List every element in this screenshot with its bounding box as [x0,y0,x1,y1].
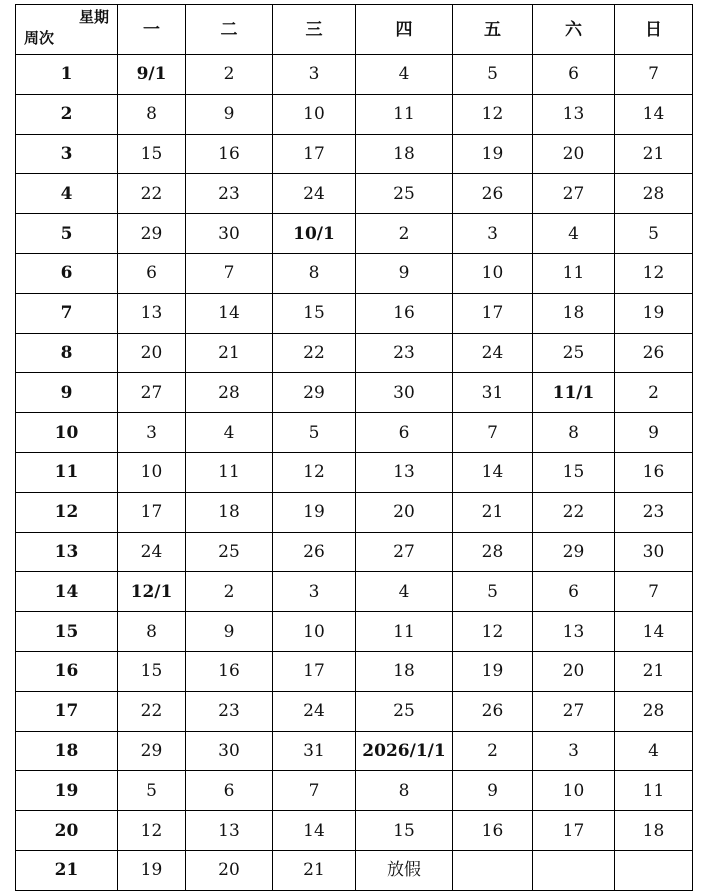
date-cell: 7 [615,572,693,612]
day-header-fri: 五 [453,5,533,55]
date-cell: 20 [186,850,273,890]
date-cell: 25 [186,532,273,572]
week-number-cell: 2 [16,94,118,134]
date-cell: 10 [533,771,615,811]
day-header-sun: 日 [615,5,693,55]
date-cell: 2 [186,572,273,612]
date-cell: 15 [533,452,615,492]
table-row [16,771,693,811]
day-header-sat: 六 [533,5,615,55]
date-cell: 9/1 [118,55,186,95]
date-cell: 30 [356,373,453,413]
date-cell [533,850,615,890]
date-cell: 28 [186,373,273,413]
date-cell: 9 [615,413,693,453]
date-cell: 11 [356,612,453,652]
date-cell: 17 [273,134,356,174]
week-number-cell: 20 [16,811,118,851]
date-cell: 19 [118,850,186,890]
table-row [16,572,693,612]
date-cell: 17 [273,651,356,691]
date-cell: 9 [356,253,453,293]
date-cell: 22 [273,333,356,373]
date-cell: 11/1 [533,373,615,413]
table-row [16,651,693,691]
week-number-cell: 11 [16,452,118,492]
date-cell: 25 [356,174,453,214]
date-cell: 21 [453,492,533,532]
date-cell: 6 [356,413,453,453]
date-cell: 15 [273,293,356,333]
date-cell: 8 [273,253,356,293]
date-cell: 29 [273,373,356,413]
date-cell: 10 [273,612,356,652]
date-cell: 8 [118,94,186,134]
date-cell: 8 [533,413,615,453]
date-cell: 30 [615,532,693,572]
date-cell: 20 [533,651,615,691]
date-cell: 11 [533,253,615,293]
date-cell: 27 [533,174,615,214]
date-cell: 31 [453,373,533,413]
date-cell: 17 [533,811,615,851]
date-cell: 14 [615,94,693,134]
calendar-body [16,5,693,891]
date-cell: 16 [356,293,453,333]
date-cell: 6 [533,572,615,612]
date-cell: 21 [615,134,693,174]
date-cell: 20 [118,333,186,373]
date-cell: 12 [118,811,186,851]
date-cell: 10/1 [273,214,356,254]
date-cell: 15 [118,134,186,174]
date-cell: 26 [615,333,693,373]
date-cell: 11 [356,94,453,134]
table-row [16,134,693,174]
week-number-cell: 3 [16,134,118,174]
week-number-corner-label: 周次 [24,29,55,47]
date-cell: 4 [356,572,453,612]
week-number-cell: 19 [16,771,118,811]
table-row [16,811,693,851]
date-cell: 12/1 [118,572,186,612]
date-cell: 9 [186,94,273,134]
date-cell: 16 [186,134,273,174]
date-cell: 5 [615,214,693,254]
date-cell: 19 [615,293,693,333]
date-cell: 2 [356,214,453,254]
date-cell: 29 [533,532,615,572]
date-cell: 15 [356,811,453,851]
date-cell: 22 [118,174,186,214]
week-number-cell: 8 [16,333,118,373]
date-cell: 24 [453,333,533,373]
date-cell: 11 [615,771,693,811]
table-row [16,174,693,214]
table-row [16,731,693,771]
date-cell: 14 [273,811,356,851]
table-row [16,413,693,453]
date-cell: 4 [186,413,273,453]
date-cell: 13 [533,612,615,652]
weekday-corner-label: 星期 [78,8,109,26]
week-number-cell: 9 [16,373,118,413]
table-row [16,452,693,492]
date-cell: 6 [118,253,186,293]
week-number-cell: 16 [16,651,118,691]
date-cell: 7 [453,413,533,453]
date-cell: 18 [186,492,273,532]
date-cell: 12 [615,253,693,293]
date-cell: 13 [533,94,615,134]
date-cell: 10 [273,94,356,134]
date-cell: 28 [615,691,693,731]
date-cell: 2 [186,55,273,95]
date-cell: 14 [453,452,533,492]
date-cell: 12 [453,94,533,134]
table-row [16,691,693,731]
date-cell: 3 [533,731,615,771]
date-cell: 22 [118,691,186,731]
date-cell: 31 [273,731,356,771]
date-cell: 18 [356,134,453,174]
date-cell: 6 [186,771,273,811]
date-cell: 25 [533,333,615,373]
week-number-cell: 1 [16,55,118,95]
holiday-note-cell: 放假 [356,850,453,890]
date-cell: 22 [533,492,615,532]
date-cell: 23 [356,333,453,373]
date-cell: 24 [273,691,356,731]
day-header-mon: 一 [118,5,186,55]
week-number-cell: 18 [16,731,118,771]
week-number-cell: 6 [16,253,118,293]
date-cell: 3 [453,214,533,254]
date-cell [453,850,533,890]
header-row [16,5,693,55]
date-cell: 26 [453,691,533,731]
table-row [16,333,693,373]
date-cell: 12 [453,612,533,652]
date-cell: 4 [615,731,693,771]
week-number-cell: 4 [16,174,118,214]
semester-calendar-table [15,4,693,891]
table-row [16,612,693,652]
date-cell: 20 [356,492,453,532]
table-row [16,850,693,890]
date-cell: 14 [186,293,273,333]
week-number-cell: 5 [16,214,118,254]
week-number-cell: 21 [16,850,118,890]
date-cell [615,850,693,890]
date-cell: 26 [453,174,533,214]
date-cell: 27 [118,373,186,413]
date-cell: 27 [533,691,615,731]
date-cell: 30 [186,731,273,771]
date-cell: 14 [615,612,693,652]
date-cell: 16 [453,811,533,851]
date-cell: 28 [453,532,533,572]
date-cell: 9 [453,771,533,811]
date-cell: 24 [118,532,186,572]
date-cell: 23 [615,492,693,532]
date-cell: 9 [186,612,273,652]
table-row [16,253,693,293]
date-cell: 21 [273,850,356,890]
date-cell: 16 [186,651,273,691]
day-header-tue: 二 [186,5,273,55]
week-number-cell: 13 [16,532,118,572]
week-number-cell: 7 [16,293,118,333]
date-cell: 15 [118,651,186,691]
date-cell: 24 [273,174,356,214]
date-cell: 13 [118,293,186,333]
date-cell: 5 [453,55,533,95]
date-cell: 7 [615,55,693,95]
date-cell: 4 [356,55,453,95]
date-cell: 21 [615,651,693,691]
date-cell: 30 [186,214,273,254]
date-cell: 2 [453,731,533,771]
date-cell: 8 [356,771,453,811]
table-row [16,214,693,254]
week-number-cell: 15 [16,612,118,652]
week-number-cell: 10 [16,413,118,453]
date-cell: 2 [615,373,693,413]
date-cell: 18 [356,651,453,691]
week-number-cell: 12 [16,492,118,532]
corner-header-cell [16,5,118,55]
week-number-cell: 14 [16,572,118,612]
date-cell: 17 [118,492,186,532]
date-cell: 11 [186,452,273,492]
table-row [16,55,693,95]
table-row [16,373,693,413]
date-cell: 17 [453,293,533,333]
day-header-thu: 四 [356,5,453,55]
date-cell: 4 [533,214,615,254]
date-cell: 25 [356,691,453,731]
date-cell: 16 [615,452,693,492]
date-cell: 20 [533,134,615,174]
date-cell: 29 [118,214,186,254]
table-row [16,293,693,333]
table-row [16,532,693,572]
date-cell: 8 [118,612,186,652]
date-cell: 5 [273,413,356,453]
date-cell: 2026/1/1 [356,731,453,771]
table-row [16,94,693,134]
date-cell: 3 [273,572,356,612]
date-cell: 19 [273,492,356,532]
date-cell: 19 [453,651,533,691]
date-cell: 18 [615,811,693,851]
date-cell: 23 [186,691,273,731]
date-cell: 12 [273,452,356,492]
date-cell: 10 [118,452,186,492]
date-cell: 5 [118,771,186,811]
date-cell: 3 [273,55,356,95]
date-cell: 13 [186,811,273,851]
date-cell: 6 [533,55,615,95]
date-cell: 3 [118,413,186,453]
date-cell: 7 [273,771,356,811]
date-cell: 19 [453,134,533,174]
date-cell: 13 [356,452,453,492]
date-cell: 5 [453,572,533,612]
date-cell: 18 [533,293,615,333]
table-row [16,492,693,532]
day-header-wed: 三 [273,5,356,55]
date-cell: 7 [186,253,273,293]
date-cell: 26 [273,532,356,572]
date-cell: 29 [118,731,186,771]
date-cell: 28 [615,174,693,214]
date-cell: 27 [356,532,453,572]
week-number-cell: 17 [16,691,118,731]
date-cell: 10 [453,253,533,293]
date-cell: 23 [186,174,273,214]
date-cell: 21 [186,333,273,373]
